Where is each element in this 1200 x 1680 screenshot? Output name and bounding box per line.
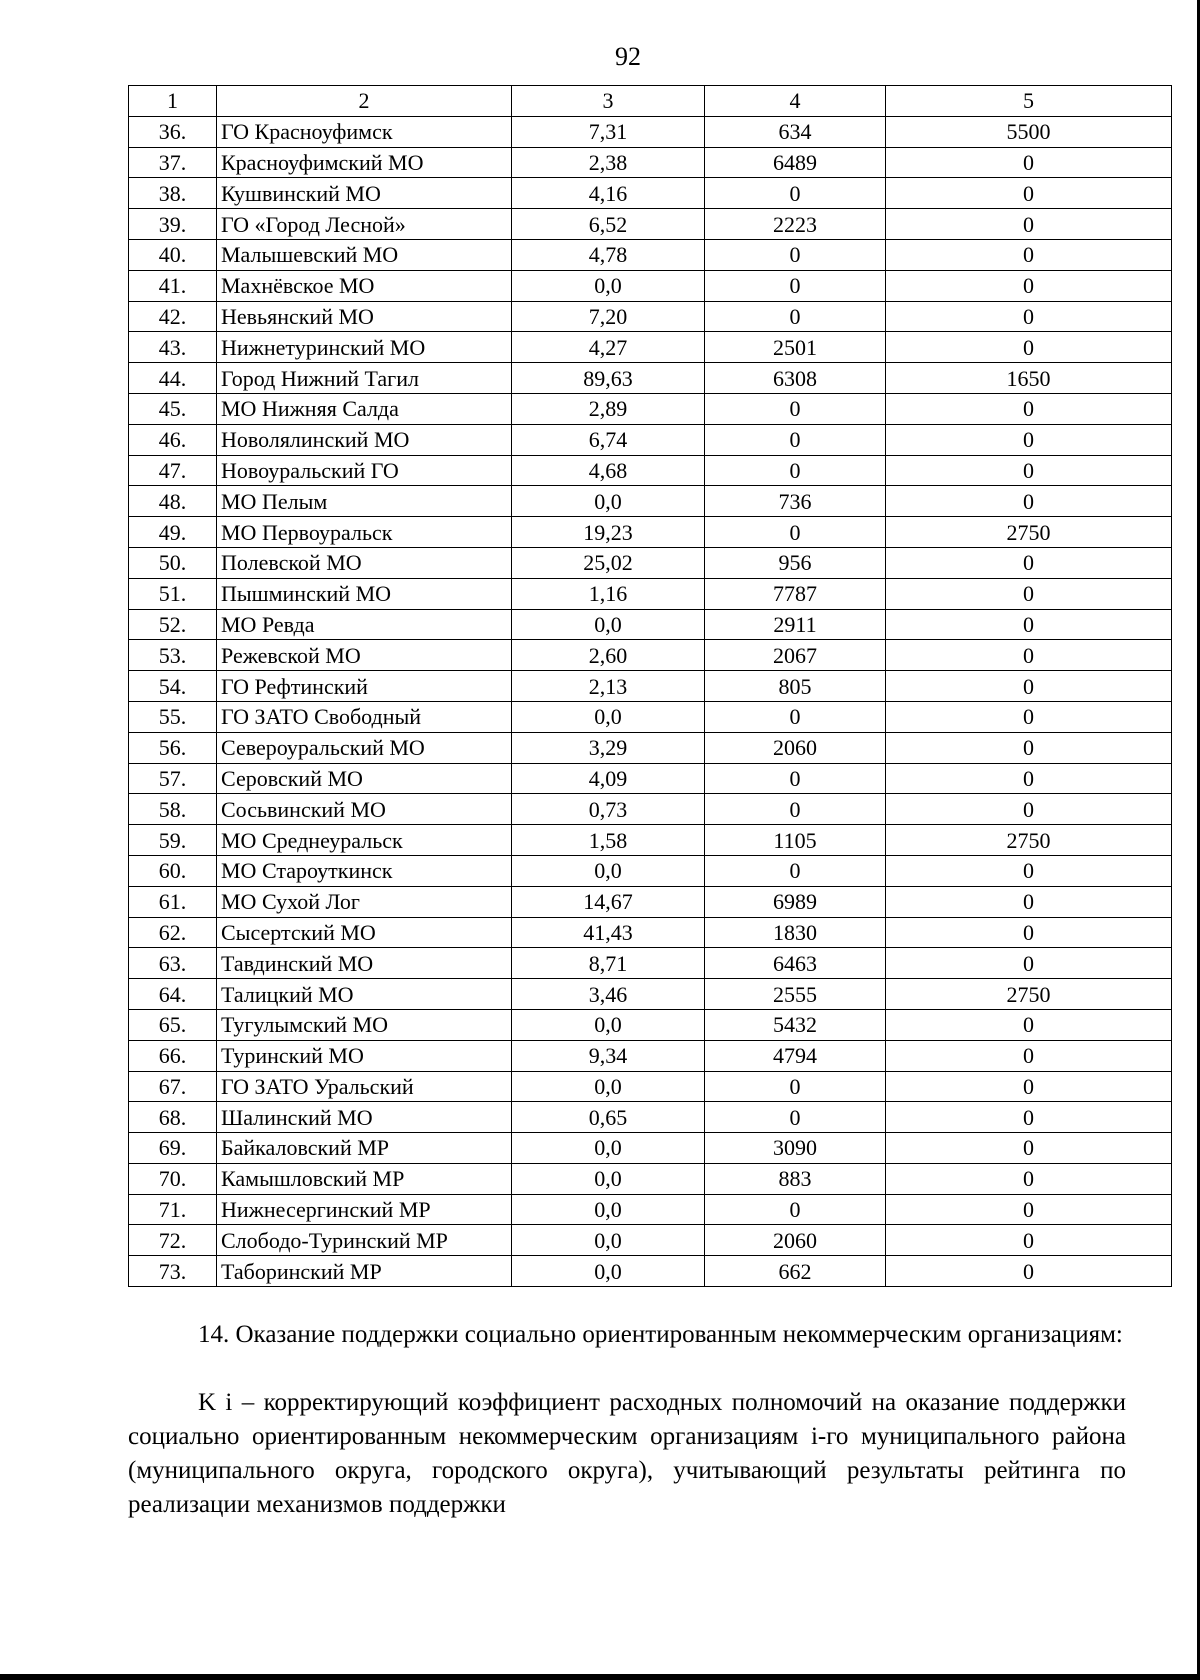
municipality-cell: Махнёвское МО — [217, 270, 512, 301]
value-cell-col3: 89,63 — [512, 363, 705, 394]
value-cell-col5: 0 — [886, 1163, 1172, 1194]
table-row — [129, 455, 1172, 486]
row-number-cell: 52. — [129, 609, 217, 640]
value-cell-col4: 0 — [705, 517, 886, 548]
value-cell-col5: 0 — [886, 763, 1172, 794]
row-number-cell: 40. — [129, 239, 217, 270]
value-cell-col4: 634 — [705, 116, 886, 147]
value-cell-col4: 0 — [705, 855, 886, 886]
municipality-cell: ГО Рефтинский — [217, 671, 512, 702]
table-row — [129, 979, 1172, 1010]
municipality-cell: ГО ЗАТО Свободный — [217, 701, 512, 732]
row-number-cell: 63. — [129, 948, 217, 979]
value-cell-col3: 6,74 — [512, 424, 705, 455]
section-heading-block — [128, 1318, 1126, 1352]
table-row — [129, 609, 1172, 640]
value-cell-col4: 1830 — [705, 917, 886, 948]
value-cell-col3: 0,0 — [512, 1009, 705, 1040]
value-cell-col5: 0 — [886, 701, 1172, 732]
value-cell-col5: 0 — [886, 917, 1172, 948]
table-row — [129, 393, 1172, 424]
row-number-cell: 38. — [129, 178, 217, 209]
value-cell-col5: 0 — [886, 948, 1172, 979]
table-row — [129, 855, 1172, 886]
value-cell-col4: 3090 — [705, 1133, 886, 1164]
municipality-cell: ГО Красноуфимск — [217, 116, 512, 147]
value-cell-col5: 2750 — [886, 825, 1172, 856]
table-row — [129, 1009, 1172, 1040]
value-cell-col4: 736 — [705, 486, 886, 517]
value-cell-col3: 2,13 — [512, 671, 705, 702]
table-row — [129, 209, 1172, 240]
municipality-cell: Тавдинский МО — [217, 948, 512, 979]
municipality-cell: Нижнесергинский МР — [217, 1194, 512, 1225]
row-number-cell: 51. — [129, 578, 217, 609]
table-row — [129, 917, 1172, 948]
value-cell-col3: 2,60 — [512, 640, 705, 671]
municipality-cell: Серовский МО — [217, 763, 512, 794]
municipality-cell: Камышловский МР — [217, 1163, 512, 1194]
value-cell-col4: 7787 — [705, 578, 886, 609]
municipality-cell: МО Нижняя Салда — [217, 393, 512, 424]
value-cell-col3: 2,38 — [512, 147, 705, 178]
table-row — [129, 1071, 1172, 1102]
row-number-cell: 69. — [129, 1133, 217, 1164]
value-cell-col4: 0 — [705, 763, 886, 794]
value-cell-col5: 0 — [886, 455, 1172, 486]
row-number-cell: 36. — [129, 116, 217, 147]
table-row — [129, 332, 1172, 363]
municipality-cell: Невьянский МО — [217, 301, 512, 332]
value-cell-col3: 25,02 — [512, 547, 705, 578]
value-cell-col4: 662 — [705, 1256, 886, 1287]
table-row — [129, 1256, 1172, 1287]
row-number-cell: 66. — [129, 1040, 217, 1071]
value-cell-col5: 0 — [886, 239, 1172, 270]
municipality-cell: ГО ЗАТО Уральский — [217, 1071, 512, 1102]
value-cell-col4: 0 — [705, 301, 886, 332]
row-number-cell: 64. — [129, 979, 217, 1010]
value-cell-col5: 0 — [886, 794, 1172, 825]
row-number-cell: 39. — [129, 209, 217, 240]
value-cell-col5: 0 — [886, 640, 1172, 671]
municipality-cell: Режевской МО — [217, 640, 512, 671]
value-cell-col5: 0 — [886, 1225, 1172, 1256]
row-number-cell: 62. — [129, 917, 217, 948]
row-number-cell: 43. — [129, 332, 217, 363]
row-number-cell: 41. — [129, 270, 217, 301]
value-cell-col3: 8,71 — [512, 948, 705, 979]
row-number-cell: 58. — [129, 794, 217, 825]
row-number-cell: 57. — [129, 763, 217, 794]
municipality-cell: МО Ревда — [217, 609, 512, 640]
value-cell-col5: 0 — [886, 1102, 1172, 1133]
value-cell-col5: 0 — [886, 886, 1172, 917]
value-cell-col4: 2555 — [705, 979, 886, 1010]
data-table — [128, 85, 1172, 1287]
municipality-cell: Новолялинский МО — [217, 424, 512, 455]
value-cell-col3: 19,23 — [512, 517, 705, 548]
value-cell-col4: 2223 — [705, 209, 886, 240]
value-cell-col3: 4,09 — [512, 763, 705, 794]
value-cell-col3: 0,0 — [512, 1071, 705, 1102]
municipality-cell: Сосьвинский МО — [217, 794, 512, 825]
page-edge-bottom — [0, 1674, 1200, 1680]
value-cell-col4: 0 — [705, 455, 886, 486]
value-cell-col5: 0 — [886, 547, 1172, 578]
value-cell-col4: 6463 — [705, 948, 886, 979]
municipality-cell: Тугулымский МО — [217, 1009, 512, 1040]
table-row — [129, 1163, 1172, 1194]
table-row — [129, 763, 1172, 794]
table-row — [129, 732, 1172, 763]
value-cell-col4: 0 — [705, 1194, 886, 1225]
value-cell-col3: 0,0 — [512, 701, 705, 732]
value-cell-col3: 4,27 — [512, 332, 705, 363]
value-cell-col5: 0 — [886, 209, 1172, 240]
value-cell-col3: 41,43 — [512, 917, 705, 948]
value-cell-col5: 0 — [886, 1256, 1172, 1287]
table-row — [129, 701, 1172, 732]
row-number-cell: 37. — [129, 147, 217, 178]
municipality-cell: Таборинский МР — [217, 1256, 512, 1287]
value-cell-col3: 0,0 — [512, 609, 705, 640]
value-cell-col4: 6308 — [705, 363, 886, 394]
value-cell-col3: 6,52 — [512, 209, 705, 240]
value-cell-col5: 0 — [886, 1133, 1172, 1164]
municipality-cell: ГО «Город Лесной» — [217, 209, 512, 240]
section-paragraph-block — [128, 1386, 1126, 1522]
table-row — [129, 116, 1172, 147]
value-cell-col3: 0,0 — [512, 1225, 705, 1256]
value-cell-col3: 4,16 — [512, 178, 705, 209]
row-number-cell: 68. — [129, 1102, 217, 1133]
section-heading: 14. Оказание поддержки социально ориентированным некоммерческим организациям: — [198, 1321, 1123, 1348]
value-cell-col5: 0 — [886, 609, 1172, 640]
value-cell-col5: 5500 — [886, 116, 1172, 147]
municipality-cell: Нижнетуринский МО — [217, 332, 512, 363]
municipality-cell: Сысертский МО — [217, 917, 512, 948]
table-row — [129, 948, 1172, 979]
value-cell-col4: 0 — [705, 270, 886, 301]
municipality-cell: Малышевский МО — [217, 239, 512, 270]
table-row — [129, 1194, 1172, 1225]
value-cell-col5: 0 — [886, 1071, 1172, 1102]
row-number-cell: 47. — [129, 455, 217, 486]
value-cell-col4: 956 — [705, 547, 886, 578]
row-number-cell: 42. — [129, 301, 217, 332]
value-cell-col3: 0,0 — [512, 1163, 705, 1194]
municipality-cell: МО Сухой Лог — [217, 886, 512, 917]
row-number-cell: 65. — [129, 1009, 217, 1040]
municipality-cell: Новоуральский ГО — [217, 455, 512, 486]
value-cell-col5: 0 — [886, 732, 1172, 763]
municipality-cell: Полевской МО — [217, 547, 512, 578]
row-number-cell: 73. — [129, 1256, 217, 1287]
municipality-cell: Шалинский МО — [217, 1102, 512, 1133]
value-cell-col5: 2750 — [886, 517, 1172, 548]
value-cell-col3: 1,16 — [512, 578, 705, 609]
municipality-cell: МО Староуткинск — [217, 855, 512, 886]
value-cell-col4: 5432 — [705, 1009, 886, 1040]
row-number-cell: 49. — [129, 517, 217, 548]
value-cell-col5: 0 — [886, 393, 1172, 424]
value-cell-col3: 0,0 — [512, 270, 705, 301]
row-number-cell: 44. — [129, 363, 217, 394]
table-row — [129, 301, 1172, 332]
municipality-cell: Город Нижний Тагил — [217, 363, 512, 394]
municipality-cell: Туринский МО — [217, 1040, 512, 1071]
table-row — [129, 578, 1172, 609]
municipality-cell: Талицкий МО — [217, 979, 512, 1010]
column-header: 5 — [886, 86, 1172, 117]
table-row — [129, 424, 1172, 455]
table-row — [129, 178, 1172, 209]
table-row — [129, 239, 1172, 270]
value-cell-col3: 14,67 — [512, 886, 705, 917]
value-cell-col4: 2067 — [705, 640, 886, 671]
value-cell-col4: 2060 — [705, 732, 886, 763]
municipality-cell: Кушвинский МО — [217, 178, 512, 209]
table-row — [129, 517, 1172, 548]
value-cell-col4: 2911 — [705, 609, 886, 640]
value-cell-col4: 1105 — [705, 825, 886, 856]
value-cell-col4: 0 — [705, 424, 886, 455]
row-number-cell: 50. — [129, 547, 217, 578]
table-row — [129, 1133, 1172, 1164]
value-cell-col3: 3,29 — [512, 732, 705, 763]
row-number-cell: 72. — [129, 1225, 217, 1256]
value-cell-col3: 7,31 — [512, 116, 705, 147]
row-number-cell: 45. — [129, 393, 217, 424]
column-header: 2 — [217, 86, 512, 117]
value-cell-col4: 0 — [705, 1102, 886, 1133]
value-cell-col4: 883 — [705, 1163, 886, 1194]
value-cell-col4: 0 — [705, 701, 886, 732]
value-cell-col4: 2501 — [705, 332, 886, 363]
value-cell-col4: 805 — [705, 671, 886, 702]
value-cell-col4: 0 — [705, 1071, 886, 1102]
municipality-cell: Байкаловский МР — [217, 1133, 512, 1164]
table-row — [129, 671, 1172, 702]
table-row — [129, 794, 1172, 825]
table-row — [129, 1040, 1172, 1071]
value-cell-col5: 0 — [886, 855, 1172, 886]
value-cell-col3: 0,0 — [512, 486, 705, 517]
value-cell-col3: 3,46 — [512, 979, 705, 1010]
table-row — [129, 147, 1172, 178]
municipality-cell: Пышминский МО — [217, 578, 512, 609]
row-number-cell: 54. — [129, 671, 217, 702]
value-cell-col5: 0 — [886, 1194, 1172, 1225]
column-header: 3 — [512, 86, 705, 117]
table-row — [129, 270, 1172, 301]
value-cell-col5: 0 — [886, 301, 1172, 332]
row-number-cell: 70. — [129, 1163, 217, 1194]
row-number-cell: 60. — [129, 855, 217, 886]
value-cell-col4: 0 — [705, 393, 886, 424]
table-row — [129, 547, 1172, 578]
value-cell-col5: 0 — [886, 1009, 1172, 1040]
value-cell-col3: 0,0 — [512, 1194, 705, 1225]
section-paragraph: K i – корректирующий коэффициент расходных полномочий на оказание поддержки социально ориентированным некоммерческим организациям i-го муниципального района (муниципального округа, городского округа), учитывающий результаты рейтинга по реализации механизмов поддержки — [128, 1389, 1126, 1518]
column-header: 4 — [705, 86, 886, 117]
table-row — [129, 486, 1172, 517]
value-cell-col3: 0,65 — [512, 1102, 705, 1133]
column-header: 1 — [129, 86, 217, 117]
municipality-cell: МО Первоуральск — [217, 517, 512, 548]
row-number-cell: 46. — [129, 424, 217, 455]
row-number-cell: 67. — [129, 1071, 217, 1102]
value-cell-col5: 1650 — [886, 363, 1172, 394]
municipality-cell: МО Пелым — [217, 486, 512, 517]
value-cell-col5: 0 — [886, 332, 1172, 363]
table-header-row — [129, 86, 1172, 117]
table-row — [129, 886, 1172, 917]
table-row — [129, 640, 1172, 671]
value-cell-col5: 0 — [886, 147, 1172, 178]
row-number-cell: 61. — [129, 886, 217, 917]
table-row — [129, 825, 1172, 856]
value-cell-col5: 0 — [886, 486, 1172, 517]
value-cell-col4: 2060 — [705, 1225, 886, 1256]
value-cell-col3: 1,58 — [512, 825, 705, 856]
value-cell-col5: 0 — [886, 578, 1172, 609]
value-cell-col3: 4,78 — [512, 239, 705, 270]
value-cell-col4: 0 — [705, 239, 886, 270]
value-cell-col5: 2750 — [886, 979, 1172, 1010]
value-cell-col3: 4,68 — [512, 455, 705, 486]
value-cell-col4: 6989 — [705, 886, 886, 917]
value-cell-col4: 0 — [705, 178, 886, 209]
value-cell-col4: 6489 — [705, 147, 886, 178]
table-row — [129, 1102, 1172, 1133]
value-cell-col5: 0 — [886, 178, 1172, 209]
municipality-cell: МО Среднеуральск — [217, 825, 512, 856]
table-body — [129, 116, 1172, 1286]
value-cell-col5: 0 — [886, 1040, 1172, 1071]
row-number-cell: 53. — [129, 640, 217, 671]
value-cell-col5: 0 — [886, 270, 1172, 301]
table-row — [129, 1225, 1172, 1256]
value-cell-col3: 0,0 — [512, 1256, 705, 1287]
row-number-cell: 71. — [129, 1194, 217, 1225]
table-row — [129, 363, 1172, 394]
value-cell-col4: 0 — [705, 794, 886, 825]
row-number-cell: 48. — [129, 486, 217, 517]
value-cell-col5: 0 — [886, 671, 1172, 702]
value-cell-col5: 0 — [886, 424, 1172, 455]
row-number-cell: 59. — [129, 825, 217, 856]
row-number-cell: 56. — [129, 732, 217, 763]
value-cell-col3: 2,89 — [512, 393, 705, 424]
value-cell-col3: 9,34 — [512, 1040, 705, 1071]
municipality-cell: Слободо-Туринский МР — [217, 1225, 512, 1256]
value-cell-col3: 7,20 — [512, 301, 705, 332]
page-number: 92 — [615, 42, 641, 71]
municipality-cell: Североуральский МО — [217, 732, 512, 763]
row-number-cell: 55. — [129, 701, 217, 732]
municipality-cell: Красноуфимский МО — [217, 147, 512, 178]
value-cell-col3: 0,0 — [512, 855, 705, 886]
value-cell-col3: 0,73 — [512, 794, 705, 825]
value-cell-col3: 0,0 — [512, 1133, 705, 1164]
value-cell-col4: 4794 — [705, 1040, 886, 1071]
